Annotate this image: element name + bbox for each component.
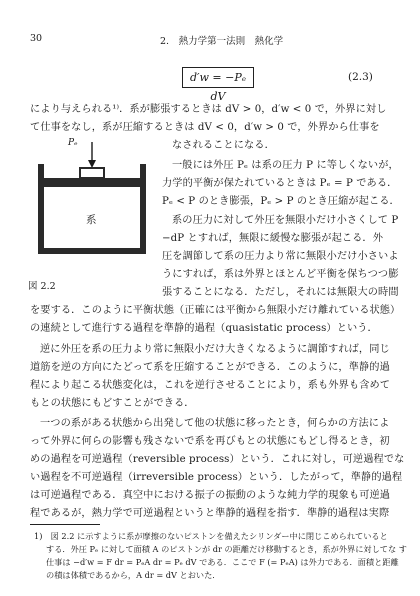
equation-box: d′w = −Pₑ dV <box>182 67 254 88</box>
text-line: 力学的平衡が保たれているときは Pₑ = P である． <box>162 178 398 189</box>
text-line: −dP とすれば，無限に緩慢な膨張が起こる．外 <box>162 233 384 244</box>
piston-head <box>80 168 104 178</box>
cylinder-bottom <box>38 248 146 254</box>
text-line: 程により起こる状態変化は，これを逆行させることにより，系も外界も含めて <box>30 380 391 391</box>
footnote-line: 仕事は −d′w = F dr = PₑA dr = Pₑ dV である．ここで F (= PₑA) は外力である．面積と距離 <box>46 557 399 567</box>
footnote-line: 1) 図 2.2 に示すように系が摩擦のないピストンを備えたシリンダー中に閉じこめられていると <box>34 531 388 541</box>
pressure-arrow-head <box>88 160 96 168</box>
footnote-line: の積は体積であるから，A dr = dV とおいた． <box>46 570 221 580</box>
piston-cylinder-figure <box>28 140 156 260</box>
piston <box>44 178 140 187</box>
running-title: 2. 熱力学第一法則 熱化学 <box>160 36 284 47</box>
text-line: Pₑ < P のとき膨張，Pₑ > P のとき圧縮が起こる． <box>162 196 400 207</box>
text-line: 一般には外圧 Pₑ は系の圧力 P に等しくないが， <box>172 160 399 171</box>
footnote-rule <box>30 524 100 525</box>
text-line: うにすれば，系は外界とほとんど平衡を保ちつつ膨 <box>162 269 399 280</box>
equation-number: (2.3) <box>348 71 373 83</box>
cylinder-left-wall <box>38 164 44 250</box>
text-line: を要する．このように平衡状態（正確には平衡から無限小だけ離れている状態） <box>30 305 401 316</box>
text-line: 道筋を逆の方向にたどって系を圧縮することができる．このように，準静的過 <box>30 362 390 373</box>
text-line: 逆に外圧を系の圧力より常に無限小だけ大きくなるように調節すれば，同じ <box>40 344 390 355</box>
text-line: により与えられる¹⁾．系が膨張するときは dV > 0，d′w < 0 で，外界に対し <box>30 104 387 115</box>
text-line: めの過程を可逆過程（reversible process）という．これに対し，可逆過程でな <box>30 454 405 465</box>
external-pressure-label: Pₑ <box>68 138 78 148</box>
text-line: 圧を調節して系の圧力より常に無限小だけ小さいよ <box>162 251 399 262</box>
text-line: て仕事をなし，系が圧縮するときは dV < 0，d′w > 0 で，外界から仕事を <box>30 122 380 133</box>
text-line: 程であるが，熱力学で可逆過程というと準静的過程を指す．準静的過程は実際 <box>30 508 390 519</box>
text-line: 系の圧力に対して外圧を無限小だけ小さくして P <box>172 215 399 226</box>
footnote-line: する．外圧 Pₑ に対して面積 A のピストンが dr の距離だけ移動するとき，系が外界に対してな す <box>46 544 407 554</box>
figure-caption: 図 2.2 <box>28 281 56 292</box>
text-line: もとの状態にもどすことができる． <box>30 398 195 409</box>
page-number: 30 <box>30 33 43 44</box>
text-line: 張することになる．ただし，それには無限大の時間 <box>162 287 399 298</box>
text-line: は可逆過程である．真空中における振子の振動のような純力学的現象も可逆過 <box>30 490 391 501</box>
text-line: の連続として進行する過程を準静的過程（quasistatic process）という． <box>30 323 378 334</box>
text-line: い過程を不可逆過程（irreversible process）という．したがって，準静的過程 <box>30 472 403 483</box>
text-line: なされることになる． <box>172 140 275 151</box>
text-line: って外界に何らの影響も残さないで系を再びもとの状態にもどし得るとき，初 <box>30 436 390 447</box>
text-line: 一つの系がある状態から出発して他の状態に移ったとき，何らかの方法によ <box>40 418 390 429</box>
system-label: 系 <box>86 214 97 226</box>
cylinder-right-wall <box>140 164 146 250</box>
